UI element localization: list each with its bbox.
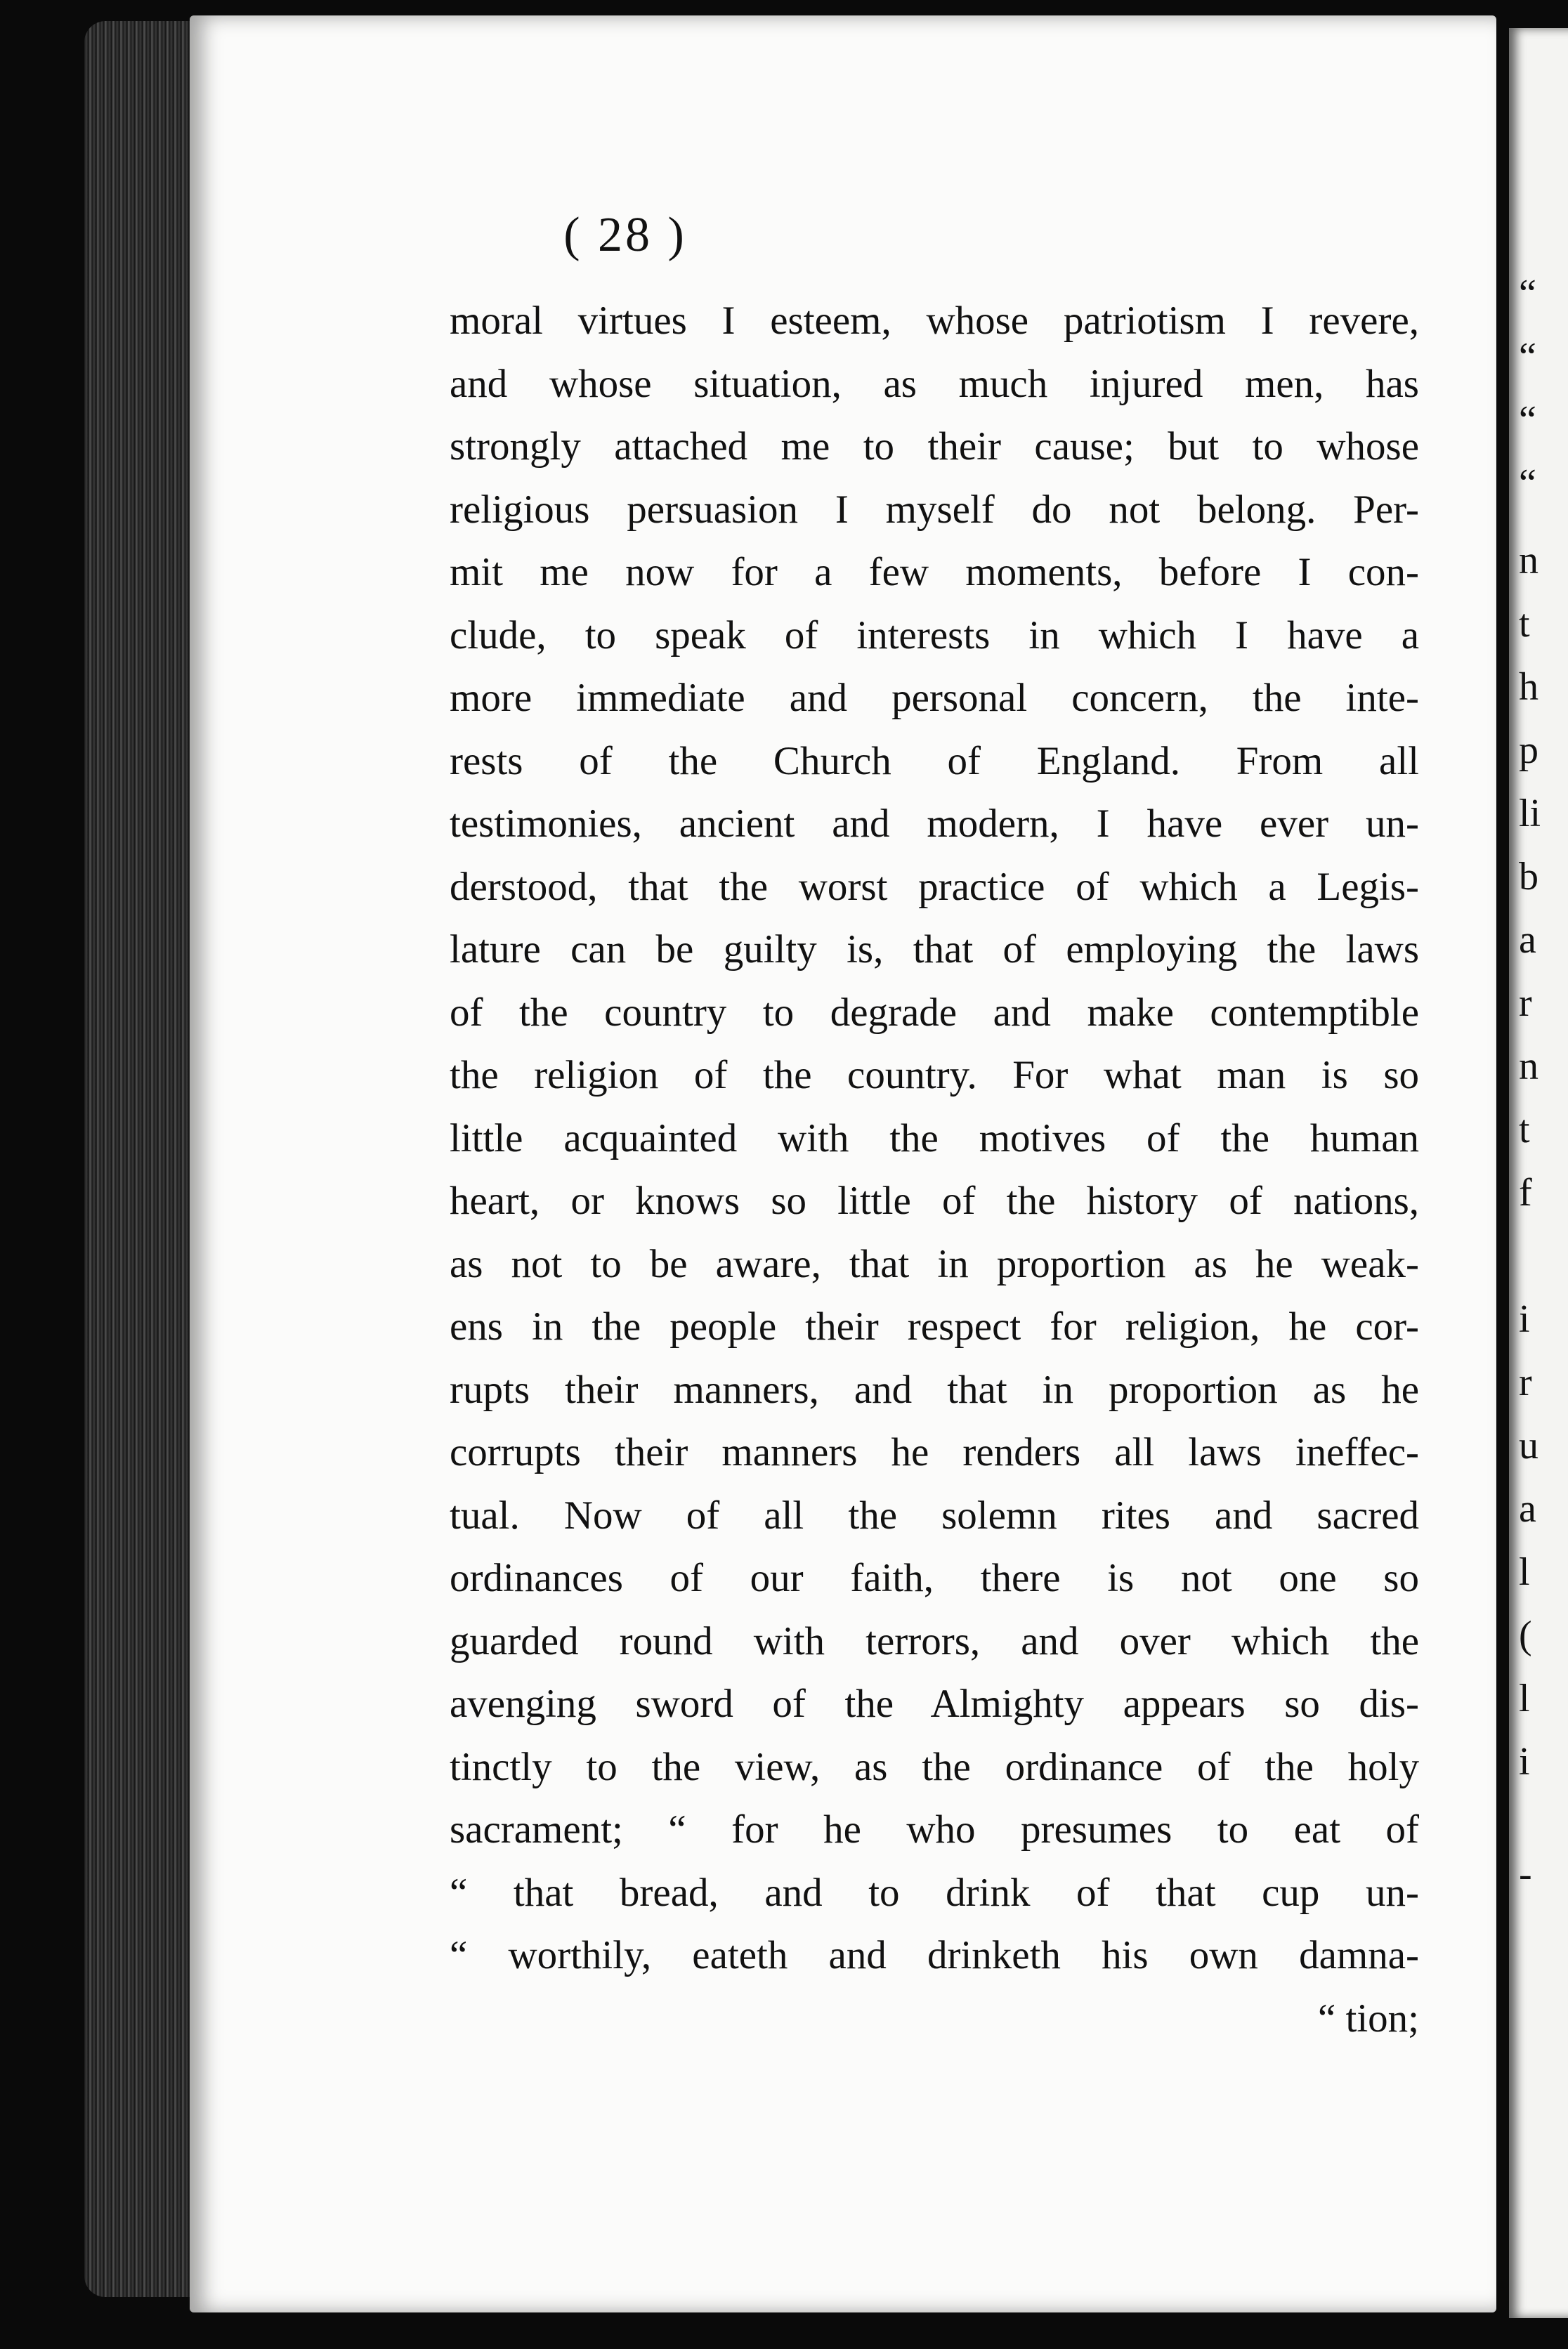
facing-fragment: t [1519, 602, 1530, 646]
body-text [450, 289, 1419, 2050]
facing-fragment: ( [1519, 1614, 1532, 1657]
text-line: strongly attached me to their cause; but to whose [450, 424, 1419, 469]
page-edges [84, 21, 197, 2297]
facing-fragment: a [1519, 1487, 1536, 1531]
text-line: sacrament; “ for he who presumes to eat of [450, 1807, 1419, 1852]
running-head: ( 28 ) [563, 208, 687, 262]
text-line: rupts their manners, and that in proportion as he [450, 1367, 1419, 1412]
facing-page [1509, 28, 1568, 2318]
facing-fragment: h [1519, 665, 1538, 709]
facing-fragment: i [1519, 1740, 1530, 1784]
facing-fragment: li [1519, 792, 1541, 835]
facing-fragment: b [1519, 855, 1538, 898]
facing-fragment: a [1519, 918, 1536, 962]
facing-fragment: r [1519, 981, 1532, 1025]
facing-fragment: “ [1519, 272, 1536, 315]
text-line: moral virtues I esteem, whose patriotism I revere, [450, 299, 1419, 343]
facing-fragment: l [1519, 1677, 1530, 1720]
text-line: corrupts their manners he renders all laws ineffec- [450, 1430, 1419, 1474]
text-line: ordinances of our faith, there is not one so [450, 1556, 1419, 1600]
text-line: testimonies, ancient and modern, I have ever un- [450, 801, 1419, 846]
text-line: guarded round with terrors, and over which the [450, 1618, 1419, 1663]
text-line: lature can be guilty is, that of employing the laws [450, 927, 1419, 971]
text-line: mit me now for a few moments, before I con- [450, 550, 1419, 594]
text-line: more immediate and personal concern, the inte- [450, 676, 1419, 720]
text-line: rests of the Church of England. From all [450, 738, 1419, 783]
facing-fragment: f [1519, 1171, 1532, 1215]
text-line: of the country to degrade and make contemptible [450, 990, 1419, 1035]
text-line: tinctly to the view, as the ordinance of the holy [450, 1744, 1419, 1789]
facing-fragment: t [1519, 1108, 1530, 1151]
facing-fragment: r [1519, 1361, 1532, 1404]
text-line: heart, or knows so little of the history of nations, [450, 1179, 1419, 1223]
facing-fragment: u [1519, 1424, 1538, 1467]
text-line: as not to be aware, that in proportion as he weak- [450, 1241, 1419, 1286]
text-line: ens in the people their respect for religion, he cor- [450, 1304, 1419, 1349]
catchword-line: “ tion; [1317, 1996, 1419, 2041]
text-line: tual. Now of all the solemn rites and sacred [450, 1493, 1419, 1538]
text-line: little acquainted with the motives of the human [450, 1115, 1419, 1160]
facing-fragment: n [1519, 539, 1538, 582]
text-line: derstood, that the worst practice of which a Legis- [450, 864, 1419, 909]
text-line: clude, to speak of interests in which I have a [450, 613, 1419, 657]
facing-fragment: “ [1519, 398, 1536, 442]
facing-fragment: n [1519, 1045, 1538, 1088]
text-line: and whose situation, as much injured men, has [450, 361, 1419, 406]
facing-fragment: “ [1519, 335, 1536, 379]
text-line: avenging sword of the Almighty appears so dis- [450, 1682, 1419, 1726]
facing-fragment: l [1519, 1550, 1530, 1594]
facing-fragment: - [1519, 1852, 1532, 1896]
text-line: religious persuasion I myself do not belong. Per- [450, 487, 1419, 532]
facing-fragment: p [1519, 728, 1538, 772]
text-line: “ that bread, and to drink of that cup un- [450, 1870, 1419, 1915]
text-line: “ worthily, eateth and drinketh his own damna- [450, 1933, 1419, 1977]
facing-fragment: “ [1519, 462, 1536, 505]
text-line: the religion of the country. For what man is so [450, 1053, 1419, 1097]
facing-fragment: i [1519, 1297, 1530, 1341]
